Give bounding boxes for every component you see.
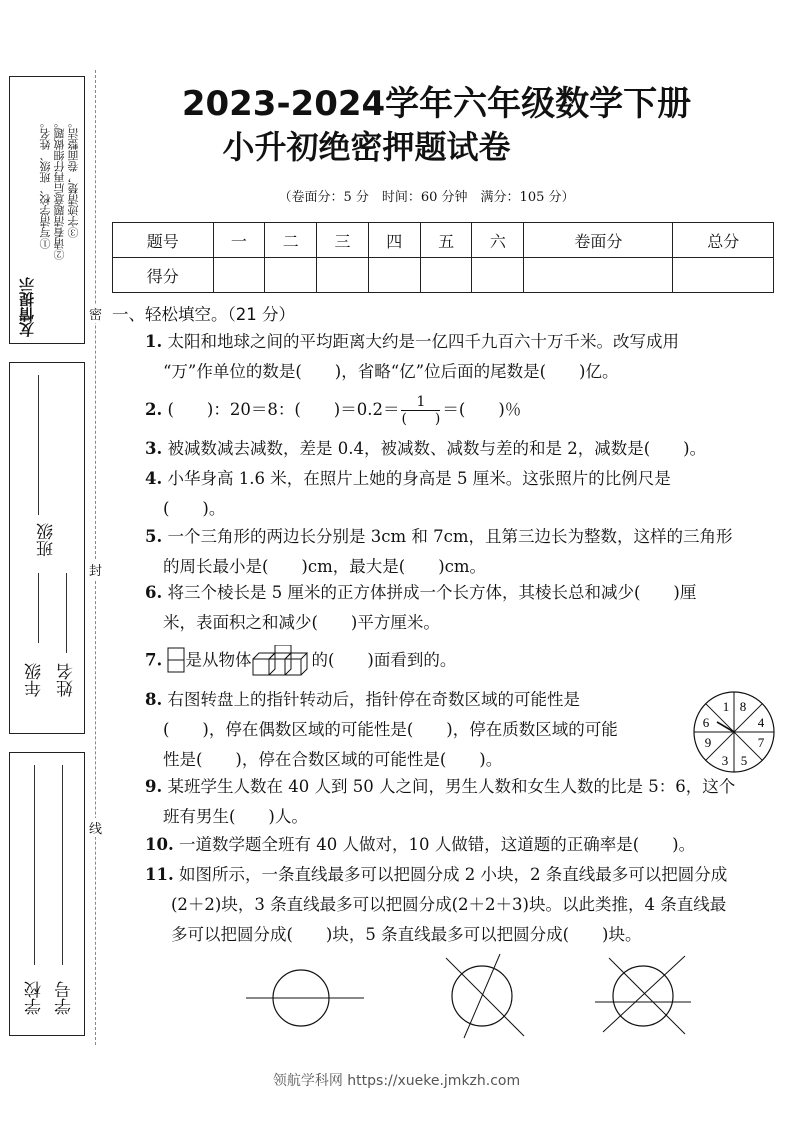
id-label: 学号 bbox=[55, 981, 75, 1015]
name-label: 姓名 bbox=[57, 663, 77, 697]
spinner-number: 7 bbox=[757, 735, 765, 750]
binding-line bbox=[95, 70, 96, 1045]
question-text: 小华身高 1.6 米，在照片上她的身高是 5 厘米。这张照片的比例尺是 bbox=[167, 469, 671, 488]
question-number: 6. bbox=[145, 583, 163, 602]
header-cell: 题号 bbox=[113, 223, 214, 258]
question-text: 米，表面积之和减少( )平方厘米。 bbox=[163, 613, 440, 632]
fraction-denominator: ( ) bbox=[401, 411, 441, 427]
question-text: ＝( )％ bbox=[442, 400, 522, 419]
question-number: 1. bbox=[145, 332, 163, 351]
id-line bbox=[62, 765, 63, 965]
score-cell[interactable] bbox=[213, 258, 265, 293]
question-text: 性是( )，停在合数区域的可能性是( )。 bbox=[163, 750, 503, 769]
question-text: 如图所示，一条直线最多可以把圆分成 2 小块，2 条直线最多可以把圆分成 bbox=[178, 865, 728, 884]
question-8 bbox=[145, 685, 685, 775]
grade-label: 年级 bbox=[25, 663, 45, 697]
tips-line-2: ②请看清题意后再仔细做题。 bbox=[53, 117, 66, 260]
spinner-number: 3 bbox=[721, 753, 729, 768]
spinner-number: 8 bbox=[739, 699, 747, 714]
circle-three-lines-diagram bbox=[593, 952, 693, 1042]
footer-watermark: 领航学科网 https://xueke.jmkzh.com bbox=[272, 1073, 521, 1089]
question-text: ( )：20＝8：( )＝0.2＝ bbox=[167, 400, 400, 419]
question-number: 10. bbox=[145, 835, 174, 854]
score-cell[interactable] bbox=[673, 258, 774, 293]
question-text: ( )，停在偶数区域的可能性是( )，停在质数区域的可能 bbox=[163, 720, 618, 739]
question-4 bbox=[145, 464, 777, 524]
school-line bbox=[34, 765, 35, 965]
student-info-box bbox=[9, 362, 85, 734]
question-text: (2＋2)块，3 条直线最多可以把圆分成(2＋2＋3)块。以此类推，4 条直线最 bbox=[171, 895, 727, 914]
score-table bbox=[112, 222, 774, 293]
question-text: 一道数学题全班有 40 人做对，10 人做错，这道题的正确率是( )。 bbox=[178, 835, 696, 854]
binding-char-1: 密 bbox=[89, 304, 102, 323]
tips-line-3: ③字迹清楚，卷面整洁。 bbox=[67, 117, 80, 238]
question-number: 7. bbox=[145, 650, 163, 670]
score-table-header bbox=[113, 223, 774, 258]
question-text: 多可以把圆分成( )块，5 条直线最多可以把圆分成( )块。 bbox=[171, 925, 642, 944]
score-cell[interactable] bbox=[368, 258, 420, 293]
question-number: 11. bbox=[145, 865, 174, 884]
name-line bbox=[66, 573, 67, 653]
spinner-number: 9 bbox=[704, 735, 712, 750]
question-text: 一个三角形的两边长分别是 3cm 和 7cm，且第三边长为整数，这样的三角形 bbox=[167, 527, 733, 546]
header-cell: 六 bbox=[472, 223, 524, 258]
question-1 bbox=[145, 327, 777, 387]
question-text: 某班学生人数在 40 人到 50 人之间，男生人数和女生人数的比是 5：6，这个 bbox=[167, 777, 736, 796]
question-11 bbox=[145, 860, 777, 950]
header-cell: 卷面分 bbox=[524, 223, 673, 258]
exam-info: （卷面分：5 分 时间：60 分钟 满分：105 分） bbox=[278, 190, 575, 205]
page-title: 2023-2024学年六年级数学下册 bbox=[181, 84, 692, 124]
header-cell: 一 bbox=[213, 223, 265, 258]
fraction-numerator: 1 bbox=[416, 394, 426, 410]
header-cell: 五 bbox=[420, 223, 472, 258]
question-text: “万”作单位的数是( )，省略“亿”位后面的尾数是( )亿。 bbox=[163, 362, 619, 381]
header-cell: 总分 bbox=[673, 223, 774, 258]
school-box bbox=[9, 752, 85, 1036]
question-text: 将三个棱长是 5 厘米的正方体拼成一个长方体，其棱长总和减少( )厘 bbox=[167, 583, 697, 602]
score-cell[interactable] bbox=[420, 258, 472, 293]
circle-one-line-diagram bbox=[242, 958, 372, 1038]
spinner-number: 4 bbox=[757, 715, 765, 730]
score-row-label: 得分 bbox=[113, 258, 214, 293]
question-number: 3. bbox=[145, 439, 163, 458]
spinner-number: 6 bbox=[702, 715, 710, 730]
question-number: 4. bbox=[145, 469, 163, 488]
question-text: ( )。 bbox=[163, 499, 226, 518]
school-label: 学校 bbox=[25, 981, 45, 1015]
score-cell[interactable] bbox=[265, 258, 317, 293]
spinner-diagram bbox=[691, 689, 777, 775]
question-2 bbox=[145, 394, 777, 427]
question-5 bbox=[145, 522, 777, 582]
class-label: 班级 bbox=[37, 523, 57, 557]
question-10 bbox=[145, 830, 777, 860]
spinner-number: 1 bbox=[722, 699, 730, 714]
question-3 bbox=[145, 434, 777, 464]
front-view-icon bbox=[167, 647, 185, 675]
class-line-2 bbox=[38, 573, 39, 643]
question-text: 的周长最小是( )cm，最大是( )cm。 bbox=[163, 557, 487, 576]
question-number: 5. bbox=[145, 527, 163, 546]
cube-stack-icon bbox=[251, 645, 311, 677]
circle-two-lines-diagram bbox=[436, 950, 536, 1040]
spinner-number: 5 bbox=[740, 753, 748, 768]
question-text: 班有男生( )人。 bbox=[163, 807, 308, 826]
question-7 bbox=[145, 645, 777, 677]
question-6 bbox=[145, 578, 777, 638]
header-cell: 二 bbox=[265, 223, 317, 258]
tips-title: 友情提示 bbox=[18, 277, 36, 337]
score-cell[interactable] bbox=[317, 258, 369, 293]
score-cell[interactable] bbox=[524, 258, 673, 293]
score-cell[interactable] bbox=[472, 258, 524, 293]
header-cell: 四 bbox=[368, 223, 420, 258]
fraction bbox=[401, 394, 440, 427]
binding-char-2: 封 bbox=[89, 560, 102, 579]
question-number: 9. bbox=[145, 777, 163, 796]
header-cell: 三 bbox=[317, 223, 369, 258]
question-text: 的( )面看到的。 bbox=[311, 650, 457, 670]
question-text: 太阳和地球之间的平均距离大约是一亿四千九百六十万千米。改写成用 bbox=[167, 332, 679, 351]
class-line bbox=[38, 375, 39, 515]
question-text: 右图转盘上的指针转动后，指针停在奇数区域的可能性是 bbox=[167, 690, 580, 709]
tips-line-1: ①写清学校、班级、姓名。 bbox=[39, 117, 52, 249]
page-subtitle: 小升初绝密押题试卷 bbox=[222, 128, 511, 166]
score-table-row bbox=[113, 258, 774, 293]
question-number: 2. bbox=[145, 400, 163, 419]
question-text: 是从物体 bbox=[185, 650, 252, 670]
question-9 bbox=[145, 772, 777, 832]
binding-char-3: 线 bbox=[89, 818, 102, 837]
question-number: 8. bbox=[145, 690, 163, 709]
question-text: 被减数减去减数，差是 0.4，被减数、减数与差的和是 2，减数是( )。 bbox=[167, 439, 707, 458]
section-heading: 一、轻松填空。（21 分） bbox=[112, 305, 295, 324]
